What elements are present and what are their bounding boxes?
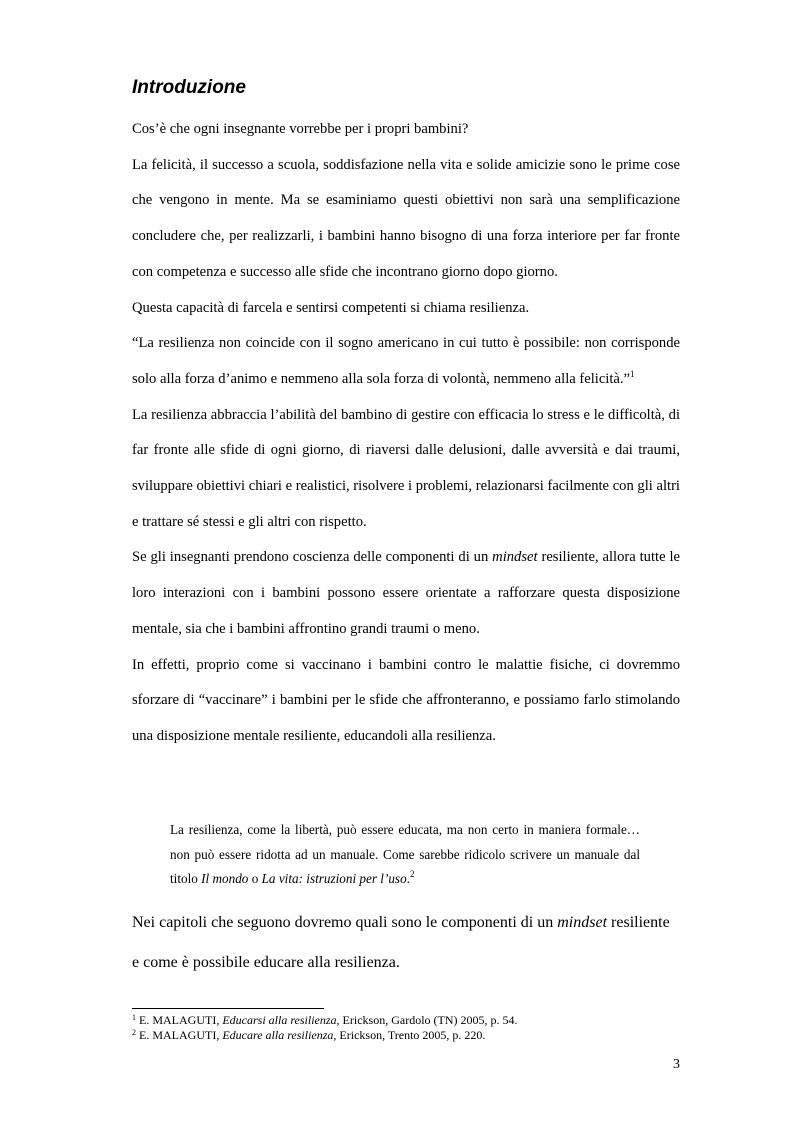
- section-heading: Introduzione: [132, 77, 246, 98]
- footnote-2: [132, 1028, 680, 1043]
- footnote-author: E. MALAGUTI,: [136, 1013, 223, 1027]
- footnote-number: 2: [132, 1028, 136, 1037]
- closing-paragraph: [132, 903, 680, 983]
- quote-joiner: o: [248, 871, 262, 886]
- quote-title-1: Il mondo: [201, 871, 249, 886]
- footnote-author: E. MALAGUTI,: [136, 1028, 223, 1042]
- paragraph-mindset: [132, 540, 680, 647]
- closing-term: mindset: [557, 914, 608, 931]
- footnote-publisher: Erickson, Gardolo (TN) 2005, p. 54.: [339, 1013, 518, 1027]
- closing-text-end: resiliente e come è possibile educare alla resilienza.: [132, 914, 670, 971]
- paragraph-vaccine: In effetti, proprio come si vaccinano i bambini contro le malattie fisiche, ci dovremmo sforzare di “vaccinare” i bambini per le sfide che affronteranno, e possiamo farlo stimolando una disposizione mentale resiliente, educandoli alla resilienza.: [132, 656, 680, 744]
- mindset-text-start: Se gli insegnanti prendono coscienza delle componenti di un: [132, 549, 493, 566]
- quote-text: [170, 818, 640, 892]
- paragraph-abilities: La resilienza abbraccia l’abilità del bambino di gestire con efficacia lo stress e le difficoltà, di far fronte alle sfide di ogni giorno, di riaversi dalle delusioni, dalle avversità e dai traumi, sviluppare obiettivi chiari e realistici, risolvere i problemi, relazionarsi facilmente con gli altri e trattare sé stessi e gli altri con rispetto.: [132, 406, 680, 530]
- footnote-title: Educare alla resilienza,: [222, 1028, 337, 1042]
- mindset-text-end: resiliente, allora tutte le loro interazioni con i bambini possono essere orientate a rafforzare questa disposizione mentale, sia che i bambini affrontino grandi traumi o meno.: [132, 549, 680, 637]
- citation-text: “La resilienza non coincide con il sogno americano in cui tutto è possibile: non corrisponde solo alla forza d’animo e nemmeno alla sola forza di volontà, nemmeno alla felicità.”: [132, 335, 680, 387]
- paragraph-definition: Questa capacità di farcela e sentirsi competenti si chiama resilienza.: [132, 299, 530, 316]
- footnote-ref-2[interactable]: 2: [409, 869, 415, 879]
- mindset-term: mindset: [492, 549, 538, 566]
- body-text: [132, 112, 680, 755]
- quote-end: .: [406, 871, 410, 886]
- closing-text-start: Nei capitoli che seguono dovremo quali sono le componenti di un: [132, 914, 558, 931]
- quote-text-start: La resilienza, come la libertà, può essere educata, ma non certo in maniera formale…non può essere ridotta ad un manuale. Come sarebbe ridicolo scrivere un manuale dal titolo: [170, 822, 640, 886]
- footnote-number: 1: [132, 1013, 136, 1022]
- paragraph-question: Cos’è che ogni insegnante vorrebbe per i propri bambini?: [132, 121, 469, 137]
- closing-text: [132, 903, 680, 983]
- footnote-divider: [132, 1008, 324, 1009]
- quote-title-2: La vita: istruzioni per l’uso: [261, 871, 407, 886]
- footnotes: [132, 1013, 680, 1043]
- block-quote: [170, 818, 640, 892]
- footnote-1: [132, 1013, 680, 1028]
- paragraph-goals: La felicità, il successo a scuola, soddisfazione nella vita e solide amicizie sono le prime cose che vengono in mente. Ma se esaminiamo questi obiettivi non sarà una semplificazione concludere che, per realizzarli, i bambini hanno bisogno di una forza interiore per far fronte con competenza e successo alle sfide che incontrano giorno dopo giorno.: [132, 156, 680, 280]
- footnote-ref-1[interactable]: 1: [630, 368, 635, 379]
- footnote-publisher: Erickson, Trento 2005, p. 220.: [336, 1028, 486, 1042]
- footnote-title: Educarsi alla resilienza,: [222, 1013, 340, 1027]
- page-number: 3: [673, 1057, 680, 1072]
- paragraph-citation: [132, 326, 680, 397]
